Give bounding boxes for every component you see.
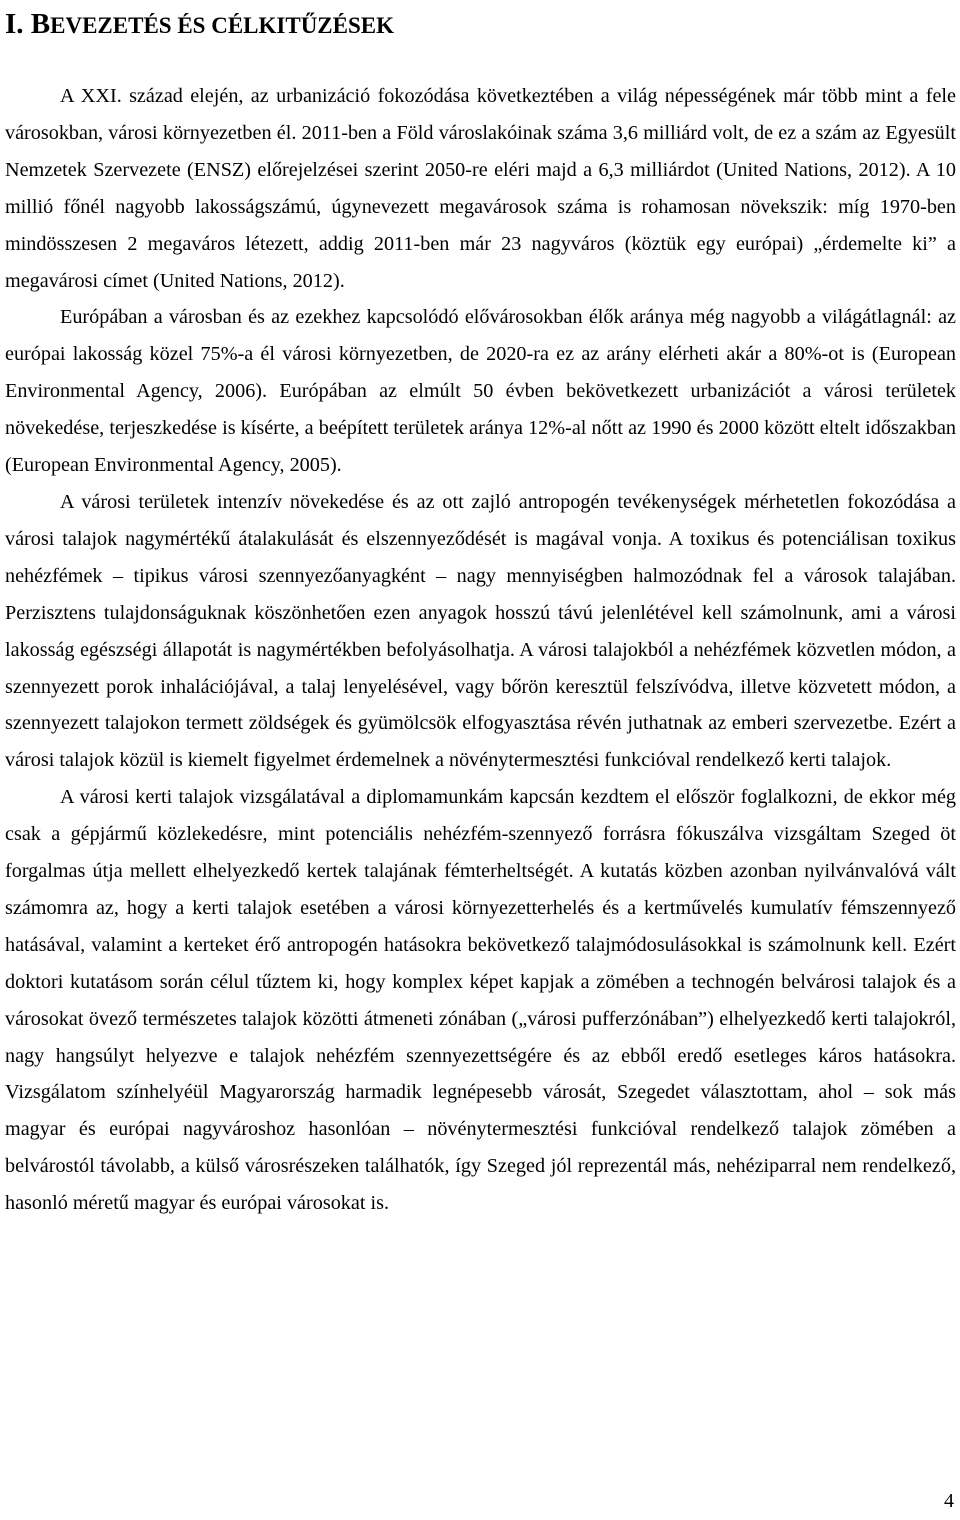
- paragraph: A városi kerti talajok vizsgálatával a diplomamunkám kapcsán kezdtem el először foglalkozni, de ekkor még csak a gépjármű közlekedésre, mint potenciális nehézfém-szennyező forrásra fókuszálva vizsgáltam Szeged öt forgalmas útja mellett elhelyezkedő kertek talajának fémterheltségét. A kutatás közben azonban nyilvánvalóvá vált számomra az, hogy a kerti talajok esetében a városi környezetterhelés és a kertművelés kumulatív fémszennyező hatásával, valamint a kerteket érő antropogén hatásokra bekövetkező talajmódosulásokkal is számolnunk kell. Ezért doktori kutatásom során célul tűztem ki, hogy komplex képet kapjak a zömében a technogén belvárosi talajok és a városokat övező természetes talajok közötti átmeneti zónában („városi pufferzónában”) elhelyezkedő kerti talajokról, nagy hangsúlyt helyezve e talajok nehézfém szennyezettségére és az ebből eredő esetleges káros hatásokra. Vizsgálatom színhelyéül Magyarország harmadik legnépesebb városát, Szegedet választottam, ahol – sok más magyar és európai nagyvároshoz hasonlóan – növénytermesztési funkcióval rendelkező talajok zömében a belvárostól távolabb, a külső városrészeken találhatók, így Szeged jól reprezentál más, nehéziparral nem rendelkező, hasonló méretű magyar és európai városokat is.: [5, 786, 956, 1215]
- paragraph: A városi területek intenzív növekedése és az ott zajló antropogén tevékenységek mérhetetlen fokozódása a városi talajok nagymértékű átalakulását és elszennyeződését is magával vonja. A toxikus és potenciálisan toxikus nehézfémek – tipikus városi szennyezőanyagként – nagy mennyiségben halmozódnak fel a városok talajában. Perzisztens tulajdonságuknak köszönhetően ezen anyagok hosszú távú jelenlétével kell számolnunk, ami a városi lakosság egészségi állapotát is nagymértékben befolyásolhatja. A városi talajokból a nehézfémek közvetlen módon, a szennyezett porok inhalációjával, a talaj lenyelésével, vagy bőrön keresztül felszívódva, illetve közvetett módon, a szennyezett talajokon termett zöldségek és gyümölcsök elfogyasztása révén juthatnak az emberi szervezetbe. Ezért a városi talajok közül is kiemelt figyelmet érdemelnek a növénytermesztési funkcióval rendelkező kerti talajok.: [5, 490, 956, 772]
- paragraph: A XXI. század elején, az urbanizáció fokozódása következtében a világ népességének már több mint a fele városokban, városi környezetben él. 2011-ben a Föld városlakóinak száma 3,6 milliárd volt, de ez a szám az Egyesült Nemzetek Szervezete (ENSZ) előrejelzései szerint 2050-re eléri majd a 6,3 milliárdot (United Nations, 2012). A 10 millió főnél nagyobb lakosságszámú, úgynevezett megavárosok száma is rohamosan növekszik: míg 1970-ben mindösszesen 2 megaváros létezett, addig 2011-ben már 23 nagyváros (köztük egy európai) „érdemelte ki” a megavárosi címet (United Nations, 2012).: [5, 85, 956, 292]
- body-text: [5, 78, 956, 1222]
- page-number: 4: [944, 1490, 954, 1512]
- chapter-heading: [5, 4, 956, 44]
- paragraph: Európában a városban és az ezekhez kapcsolódó elővárosokban élők aránya még nagyobb a világátlagnál: az európai lakosság közel 75%-a él városi környezetben, de 2020-ra ez az arány elérheti akár a 80%-ot is (European Environmental Agency, 2006). Európában az elmúlt 50 évben bekövetkezett urbanizációt a városi területek növekedése, terjeszkedése is kísérte, a beépített területek aránya 12%-al nőtt az 1990 és 2000 között eltelt időszakban (European Environmental Agency, 2005).: [5, 306, 956, 477]
- heading-initial: B: [30, 8, 51, 40]
- heading-rest: EVEZETÉS ÉS CÉLKITŰZÉSEK: [50, 13, 395, 38]
- heading-number: I.: [5, 8, 24, 40]
